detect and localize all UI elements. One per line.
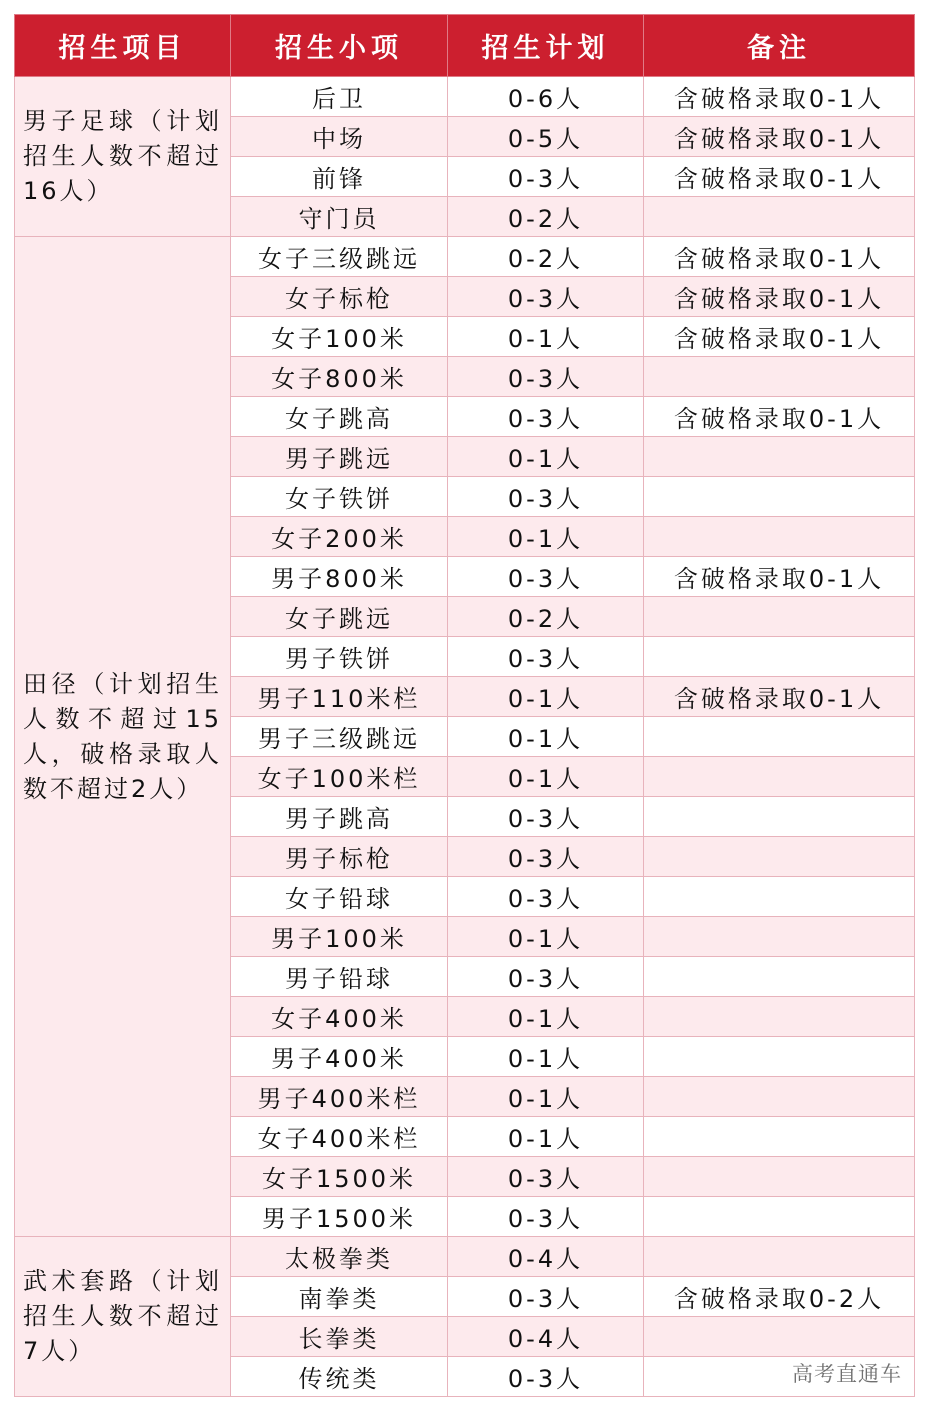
note-cell: 含破格录取0-1人 — [644, 557, 915, 597]
note-cell — [644, 957, 915, 997]
sub-item-cell: 女子100米栏 — [231, 757, 448, 797]
plan-cell: 0-3人 — [448, 1157, 644, 1197]
sub-item-cell: 传统类 — [231, 1357, 448, 1397]
sub-item-cell: 男子跳高 — [231, 797, 448, 837]
sub-item-cell: 男子标枪 — [231, 837, 448, 877]
sub-item-cell: 长拳类 — [231, 1317, 448, 1357]
category-cell: 男子足球（计划招生人数不超过16人） — [15, 77, 231, 237]
header-project: 招生项目 — [15, 15, 231, 77]
plan-cell: 0-1人 — [448, 1117, 644, 1157]
plan-cell: 0-4人 — [448, 1317, 644, 1357]
note-cell — [644, 437, 915, 477]
note-cell — [644, 1197, 915, 1237]
plan-cell: 0-1人 — [448, 437, 644, 477]
plan-cell: 0-1人 — [448, 757, 644, 797]
note-cell — [644, 877, 915, 917]
plan-cell: 0-3人 — [448, 1197, 644, 1237]
plan-cell: 0-3人 — [448, 357, 644, 397]
plan-cell: 0-3人 — [448, 157, 644, 197]
sub-item-cell: 前锋 — [231, 157, 448, 197]
sub-item-cell: 中场 — [231, 117, 448, 157]
plan-cell: 0-1人 — [448, 917, 644, 957]
sub-item-cell: 女子铁饼 — [231, 477, 448, 517]
note-cell — [644, 597, 915, 637]
note-cell — [644, 197, 915, 237]
sub-item-cell: 南拳类 — [231, 1277, 448, 1317]
plan-cell: 0-2人 — [448, 237, 644, 277]
plan-cell: 0-1人 — [448, 317, 644, 357]
header-sub-item: 招生小项 — [231, 15, 448, 77]
sub-item-cell: 女子400米 — [231, 997, 448, 1037]
note-cell: 含破格录取0-1人 — [644, 77, 915, 117]
note-cell — [644, 1237, 915, 1277]
note-cell — [644, 997, 915, 1037]
sub-item-cell: 守门员 — [231, 197, 448, 237]
note-cell: 含破格录取0-1人 — [644, 317, 915, 357]
sub-item-cell: 女子100米 — [231, 317, 448, 357]
plan-cell: 0-3人 — [448, 277, 644, 317]
note-cell — [644, 1117, 915, 1157]
plan-cell: 0-3人 — [448, 637, 644, 677]
note-cell: 含破格录取0-2人 — [644, 1277, 915, 1317]
plan-cell: 0-3人 — [448, 837, 644, 877]
sub-item-cell: 男子跳远 — [231, 437, 448, 477]
sub-item-cell: 女子1500米 — [231, 1157, 448, 1197]
sub-item-cell: 男子1500米 — [231, 1197, 448, 1237]
plan-cell: 0-1人 — [448, 1077, 644, 1117]
category-cell: 田径（计划招生人数不超过15人，破格录取人数不超过2人） — [15, 237, 231, 1237]
plan-cell: 0-3人 — [448, 1277, 644, 1317]
note-cell — [644, 797, 915, 837]
sub-item-cell: 男子800米 — [231, 557, 448, 597]
plan-cell: 0-2人 — [448, 197, 644, 237]
plan-cell: 0-1人 — [448, 517, 644, 557]
header-note: 备注 — [644, 15, 915, 77]
table-row — [15, 237, 915, 277]
plan-cell: 0-3人 — [448, 557, 644, 597]
plan-cell: 0-1人 — [448, 717, 644, 757]
note-cell — [644, 477, 915, 517]
plan-cell: 0-5人 — [448, 117, 644, 157]
plan-cell: 0-1人 — [448, 677, 644, 717]
sub-item-cell: 男子110米栏 — [231, 677, 448, 717]
sub-item-cell: 男子400米栏 — [231, 1077, 448, 1117]
note-cell — [644, 837, 915, 877]
plan-cell: 0-3人 — [448, 1357, 644, 1397]
table-row — [15, 77, 915, 117]
plan-cell: 0-2人 — [448, 597, 644, 637]
note-cell — [644, 1157, 915, 1197]
sub-item-cell: 女子跳远 — [231, 597, 448, 637]
sub-item-cell: 男子铁饼 — [231, 637, 448, 677]
sub-item-cell: 女子800米 — [231, 357, 448, 397]
plan-cell: 0-3人 — [448, 477, 644, 517]
sub-item-cell: 女子200米 — [231, 517, 448, 557]
note-cell — [644, 517, 915, 557]
sub-item-cell: 男子三级跳远 — [231, 717, 448, 757]
sub-item-cell: 太极拳类 — [231, 1237, 448, 1277]
plan-cell: 0-3人 — [448, 877, 644, 917]
sub-item-cell: 女子三级跳远 — [231, 237, 448, 277]
plan-cell: 0-1人 — [448, 1037, 644, 1077]
plan-cell: 0-3人 — [448, 797, 644, 837]
note-cell: 含破格录取0-1人 — [644, 237, 915, 277]
sub-item-cell: 女子标枪 — [231, 277, 448, 317]
sub-item-cell: 女子铅球 — [231, 877, 448, 917]
sub-item-cell: 男子400米 — [231, 1037, 448, 1077]
note-cell: 含破格录取0-1人 — [644, 157, 915, 197]
sub-item-cell: 女子400米栏 — [231, 1117, 448, 1157]
note-cell — [644, 357, 915, 397]
category-cell: 武术套路（计划招生人数不超过7人） — [15, 1237, 231, 1397]
note-cell: 含破格录取0-1人 — [644, 277, 915, 317]
sub-item-cell: 女子跳高 — [231, 397, 448, 437]
note-cell — [644, 717, 915, 757]
plan-cell: 0-4人 — [448, 1237, 644, 1277]
plan-cell: 0-3人 — [448, 397, 644, 437]
plan-cell: 0-6人 — [448, 77, 644, 117]
watermark: 高考直通车 — [792, 1362, 902, 1386]
note-cell: 含破格录取0-1人 — [644, 677, 915, 717]
note-cell — [644, 757, 915, 797]
table-row — [15, 1237, 915, 1277]
note-cell: 含破格录取0-1人 — [644, 397, 915, 437]
sub-item-cell: 男子铅球 — [231, 957, 448, 997]
plan-cell: 0-3人 — [448, 957, 644, 997]
note-cell — [644, 1037, 915, 1077]
enrollment-plan-table — [14, 14, 915, 1397]
sub-item-cell: 后卫 — [231, 77, 448, 117]
note-cell: 含破格录取0-1人 — [644, 117, 915, 157]
table-header-row — [15, 15, 915, 77]
note-cell — [644, 637, 915, 677]
table-body — [15, 77, 915, 1397]
sub-item-cell: 男子100米 — [231, 917, 448, 957]
header-plan: 招生计划 — [448, 15, 644, 77]
note-cell — [644, 1077, 915, 1117]
plan-cell: 0-1人 — [448, 997, 644, 1037]
note-cell — [644, 1317, 915, 1357]
note-cell — [644, 917, 915, 957]
